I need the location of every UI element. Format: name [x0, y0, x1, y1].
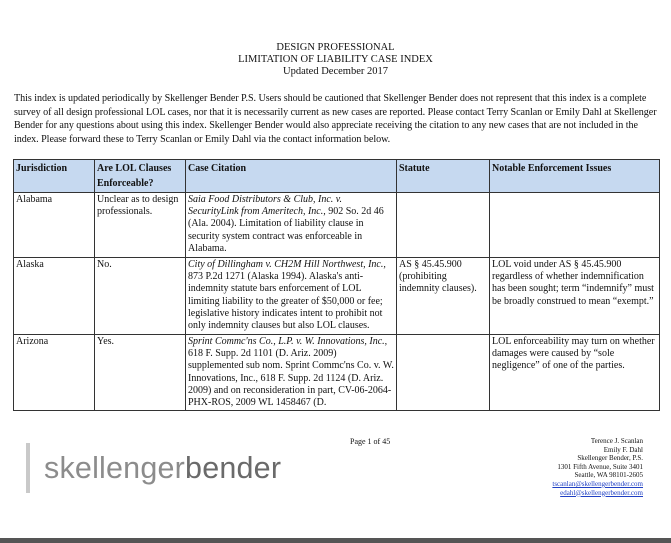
cell-statute: AS § 45.45.900 (prohibiting indemnity clauses).: [397, 258, 490, 335]
cell-issues: [490, 193, 660, 258]
doc-title-line-2: LIMITATION OF LIABILITY CASE INDEX: [238, 54, 433, 65]
page-number: Page 1 of 45: [350, 437, 391, 446]
cell-statute: [397, 335, 490, 411]
case-index-table: [13, 159, 660, 411]
header-enforceable: Are LOL Clauses Enforceable?: [95, 160, 186, 193]
table-row: [14, 335, 660, 411]
cell-statute: [397, 193, 490, 258]
contact-block: [552, 437, 643, 497]
contact-address-line-2: Seattle, WA 98101-2605: [574, 471, 643, 480]
intro-paragraph: This index is updated periodically by Skellenger Bender P.S. Users should be cautioned that Skellenger Bender does not represent that this index is a complete survey of all design professional LOL cases, nor that it is necessarily current as new cases are reported. Please contact Terry Scanlan or Emily Dahl at Skellenger Bender for any questions about using this index. Skellenger Bender would also appreciate receiving the citation to any new cases that are not included in the index. Please forward these to Terry Scanlan or Emily Dahl via the contact information below.: [14, 93, 657, 145]
cell-citation: [186, 258, 397, 335]
table-header-row: [14, 160, 660, 193]
viewer-bottom-bar: [0, 538, 671, 543]
cell-issues: LOL enforceability may turn on whether damages were caused by “sole negligence” of one of the parties.: [490, 335, 660, 411]
cell-citation: [186, 335, 397, 411]
table-row: [14, 193, 660, 258]
citation-text: 902 So. 2d 46 (Ala. 2004). Limitation of liability clause in security system contract was enforceable in Alabama.: [188, 206, 384, 254]
skellenger-bender-logo: [26, 443, 281, 493]
header-enforcement-issues: Notable Enforcement Issues: [490, 160, 660, 193]
table-row: [14, 258, 660, 335]
cell-jurisdiction: Alabama: [14, 193, 95, 258]
cell-issues: LOL void under AS § 45.45.900 regardless of whether indemnification has been sought; term “indemnify” must be broadly construed to mean “exempt.”: [490, 258, 660, 335]
contact-firm: Skellenger Bender, P.S.: [577, 454, 643, 463]
email-link-scanlan[interactable]: tscanlan@skellengerbender.com: [552, 479, 643, 488]
contact-name-dahl: Emily F. Dahl: [603, 445, 643, 454]
citation-text: 873 P.2d 1271 (Alaska 1994). Alaska's anti-indemnity statute bars enforcement of LOL limiting liability to the greater of $50,000 or fee; legislative history indicates intent to prohibit not only indemnity clauses but also LOL clauses.: [188, 271, 383, 332]
cell-jurisdiction: Arizona: [14, 335, 95, 411]
header-jurisdiction: Jurisdiction: [14, 160, 95, 193]
cell-citation: [186, 193, 397, 258]
citation-text: 618 F. Supp. 2d 1101 (D. Ariz. 2009) supplemented sub nom. Sprint Commc'ns Co. v. W. Innovations, Inc., 618 F. Supp. 2d 1124 (D. Ariz. 2009) and on reconsideration in part, CV-06-2064-PHX-ROS, 2009 WL 1458467 (D.: [188, 348, 394, 409]
email-link-dahl[interactable]: edahl@skellengerbender.com: [560, 488, 643, 497]
cell-jurisdiction: Alaska: [14, 258, 95, 335]
cell-enforceable: No.: [95, 258, 186, 335]
logo-word-skellenger: skellenger: [44, 451, 186, 485]
citation-case-name: Saia Food Distributors & Club, Inc. v. SecurityLink from Ameritech, Inc.,: [188, 194, 342, 218]
doc-title-line-3: Updated December 2017: [283, 66, 388, 77]
citation-case-name: Sprint Commc'ns Co., L.P. v. W. Innovations, Inc.,: [188, 336, 388, 347]
header-case-citation: Case Citation: [186, 160, 397, 193]
citation-case-name: City of Dillingham v. CH2M Hill Northwest, Inc.,: [188, 259, 386, 270]
contact-name-scanlan: Terence J. Scanlan: [590, 437, 643, 445]
contact-address-line-1: 1301 Fifth Avenue, Suite 3401: [557, 462, 643, 471]
logo-word-bender: bender: [185, 451, 282, 485]
cell-enforceable: Yes.: [95, 335, 186, 411]
cell-enforceable: Unclear as to design professionals.: [95, 193, 186, 258]
doc-title-line-1: DESIGN PROFESSIONAL: [276, 42, 395, 53]
header-statute: Statute: [397, 160, 490, 193]
